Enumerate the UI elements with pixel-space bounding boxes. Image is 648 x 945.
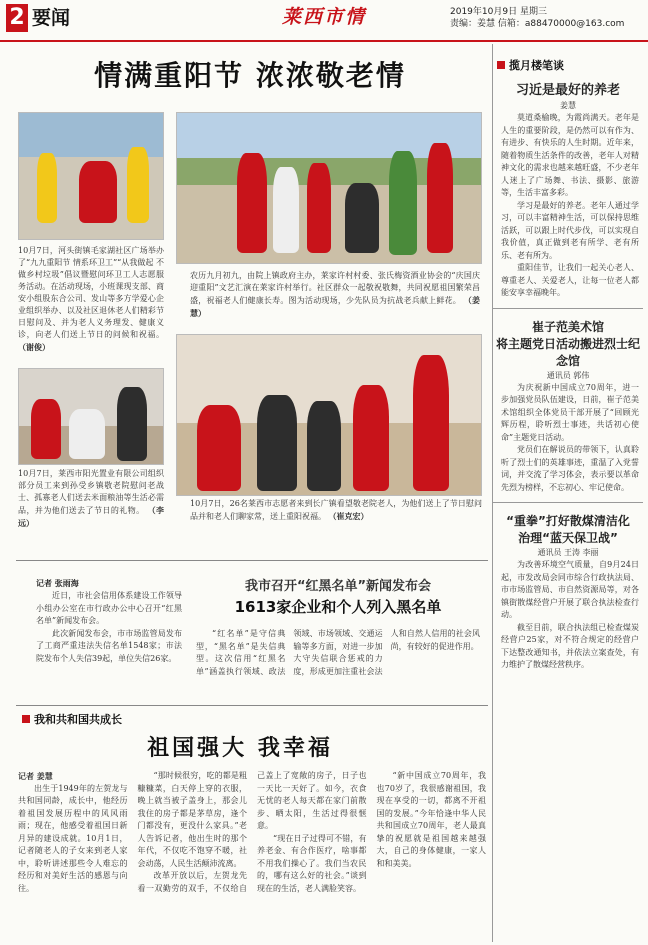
elder-figure (257, 395, 297, 491)
story-title (493, 319, 643, 370)
story-byline: 记者 姜慧 (18, 771, 53, 781)
series-tag (18, 712, 122, 728)
column-paragraph: 学习是最好的养老。老年人通过学习，可以丰富精神生活，可以保持思维活跃，可以跟上时代步伐，可以实现自我价值，真正做到老有所学、老有所乐、老有所为。 (501, 200, 639, 260)
red-square-icon (22, 715, 30, 723)
page-number: 2 (6, 4, 28, 32)
volunteer-figure (353, 385, 389, 491)
photo-visit (18, 368, 164, 465)
news-kicker: 我市召开“红黑名单”新闻发布会 (244, 579, 432, 594)
column-tag (493, 58, 643, 74)
bottom-story-title: 祖国强大 我幸福 (147, 736, 333, 761)
bottom-story-body (18, 770, 486, 895)
volunteer-figure (37, 153, 57, 223)
photo-caption (190, 270, 480, 320)
elder-figure (31, 399, 61, 459)
stage-banner (427, 143, 453, 253)
volunteer-figure (197, 405, 241, 491)
column-paragraph: 莫道桑榆晚，为霞尚满天。老年是人生的重要阶段，是仍然可以有作为、有进步、有快乐的人生时期。近年来，随着物质生活条件的改善，老年人对精神文化的需求也越来越旺盛，不少老年人迷上了广场舞、书法、摄影、旅游等，生活丰富多彩。 (501, 113, 639, 197)
series-tag-label: 我和共和国共成长 (34, 713, 122, 726)
elder-figure (307, 401, 341, 491)
photo-caption (18, 245, 164, 354)
column-author: 姜慧 (560, 101, 576, 110)
photo-haircut (18, 112, 164, 240)
paper-logo: 莱西市情 (282, 6, 367, 28)
news-sidebar (36, 578, 182, 665)
divider (16, 705, 488, 706)
news-byline: 记者 张雨海 (36, 579, 79, 588)
performer-figure (273, 167, 299, 253)
volunteer-figure (413, 355, 449, 491)
right-column (492, 44, 643, 942)
story-paragraph: 截至目前，联合执法组已检查煤炭经营户25家，对不符合规定的经营户下达整改通知书，并依法立案查处，有力维护了散煤经营秩序。 (501, 622, 639, 669)
divider (493, 502, 643, 503)
gift-box (69, 409, 105, 459)
column-title: 习近是最好的养老 (515, 83, 620, 98)
editors-line: 责编：姜慧 信箱：a88470000@163.com (450, 19, 625, 29)
story-paragraph: “那时候很穷，吃的都是粗糠糠菜，白天停上穿的衣服，晚上就当被子盖身上，那会儿我住的房子都是茅草房，逢个门都没有，更没什么家具。”老人告诉记者，他出生时的那个年代，不仅吃不饱穿不暖，社会动荡，人民生活颠沛流离。 (137, 771, 247, 868)
story-title-line: 治理“蓝天保卫战” (518, 531, 618, 545)
story-title (493, 513, 643, 547)
performer-figure (237, 153, 267, 253)
photo-credit: （崔克宏） (328, 511, 369, 521)
date-line: 2019年10月9日 星期三 (450, 7, 547, 17)
photo-caption (18, 468, 164, 530)
story-title-line: 将主题党日活动搬进烈士纪念馆 (495, 336, 640, 368)
masthead-meta (450, 6, 624, 30)
section-name: 要闻 (32, 7, 71, 29)
story-title-line: 崔子范美术馆 (531, 319, 604, 334)
story-byline: 通讯员 郭伟 (546, 370, 590, 380)
story-paragraph: 为庆祝新中国成立70周年，进一步加强党员队伍建设，日前，崔子范美术馆组织全体党员干部开展了“回顾光辉历程，聆听烈士事迹，共话初心使命”主题党日活动。 (501, 382, 639, 442)
elder-figure (79, 161, 117, 223)
news-headline (196, 578, 480, 618)
photo-credit: （姜慧） (190, 295, 481, 318)
photo-caption (190, 498, 482, 523)
caption-text: 10月7日，26名莱西市志愿者来到长广镇看望敬老院老人，为他们送上了节日慰问品并和老人们聊家常，送上重阳祝福。 (190, 499, 482, 521)
staff-figure (117, 387, 147, 461)
photo-credit: （李远） (18, 505, 165, 528)
page-headline: 情满重阳节 浓浓敬老情 (94, 59, 406, 92)
story-paragraph: 党员们在解说员的带领下，认真聆听了烈士们的英雄事迹，重温了入党誓词，并交流了学习体会，表示要以革命先烈为榜样，不忘初心、牢记使命。 (501, 445, 639, 492)
news-body: “红名单”是守信典型，“黑名单”是失信典型。这次信用“红黑名单”涵盖执行领域、政法领域、市场领域、交通运输等多方面，对进一步加大守失信联合惩戒的力度，形成更加注重社会法人和自然人信用的社会风尚，有较好的促进作用。 (196, 629, 480, 676)
divider (16, 560, 488, 561)
photo-volunteers (176, 334, 482, 496)
red-square-icon (497, 61, 505, 69)
story-paragraph: 改革开放以后，左贺龙先看一双勤劳的双手，不仅给自己盖上了宽敞的房子，日子也一天比一天好了。如今，衣食无忧的老人每天都在家门前散步、晒太阳，生活过得很惬意。 (137, 771, 367, 893)
photo-credit: （谢俊） (18, 342, 50, 352)
caption-text: 农历九月初九，由院上镇政府主办，莱家许村村委、张氏梅资酒业协会的“庆国庆 迎重阳”文艺汇演在莱家许村举行。社区群众一起敬祝敬舞，共同祝愿祖国繁荣昌盛，祝福老人们健康长寿。图为活动现场，少先队员为抗战老兵献上鲜花。 (190, 271, 480, 305)
news-paragraph: 此次新闻发布会，市市场监管局发布了工商严重违法失信名单1548家；市法院发布个人失信39起，单位失信26家。 (36, 628, 182, 663)
column-tag-label: 揽月楼笔谈 (509, 59, 564, 72)
performer-figure (307, 163, 331, 253)
masthead (0, 0, 648, 42)
story-paragraph: “新中国成立70周年，我也70岁了，我很感谢祖国，我现在享受的一切，都离不开祖国的发展。”今年恰逢中华人民共和国成立70周年，老人最真挚的祝愿就是祖国越来越强大，自己的身体健康，一家人和和美美。 (376, 771, 486, 868)
story-title-line: “重拳”打好散煤清洁化 (506, 514, 630, 528)
photo-flowers (176, 112, 482, 264)
column-paragraph: 重阳佳节，让我们一起关心老人、尊重老人、关爱老人，让每一位老人都能安享幸福晚年。 (501, 263, 639, 297)
story-paragraph: “现在日子过得可不错，有养老金、有合作医疗，啥事都不用我们操心了。我们当农民的，哪有这么好的社会。”谈到现在的生活，老人满脸笑容。 (257, 833, 367, 893)
news-paragraph: 近日，市社会信用体系建设工作领导小组办公室在市行政办公中心召开“红黑名单”新闻发布会。 (36, 591, 182, 625)
story-paragraph: 出生于1949年的左贺龙与共和国同龄，成长中，他经历着祖国发展历程中的风风雨雨；现在，他感受着祖国日新月异的建设成就。10月1日，记者随老人的子女来到老人家中，聆听讲述那些令人难忘的经历和对美好生活的感恩与向往。 (18, 783, 128, 893)
story-paragraph: 为改善环境空气质量，自9月24日起，市发改局会同市综合行政执法局、市市场监管局、市自然资源局等，对各镇街散煤经营户开展了联合执法检查行动。 (501, 560, 639, 619)
news-main-title: 1613家企业和个人列入黑名单 (234, 598, 442, 616)
student-figure (389, 151, 417, 255)
caption-text: 10月7日，河头街镇毛家湖社区广场举办了“九九重阳节 情系环卫工”“从我做起 不做乡村垃圾”倡议暨慰问环卫工人志愿服务活动。在活动现场，小班课现支部、商安小组股东合公司、发山等多方学爱心企业组织举办、以及社区退休老人们精彩节日慰问及、并为老人义务理发、健康义诊，向老人们送上节日的问候和祝福。 (18, 246, 164, 339)
veteran-figure (345, 183, 379, 253)
story-byline: 通讯员 王涛 李丽 (537, 548, 599, 557)
volunteer-figure (127, 147, 149, 223)
divider (493, 308, 643, 309)
caption-text: 10月7日，莱西市阳光置业有限公司组织部分员工来到孙受乡镇敬老院慰问老战士、孤寡老人们送去米面粮油等生活必需品，并为他们送去了节日的礼物。 (18, 469, 164, 515)
